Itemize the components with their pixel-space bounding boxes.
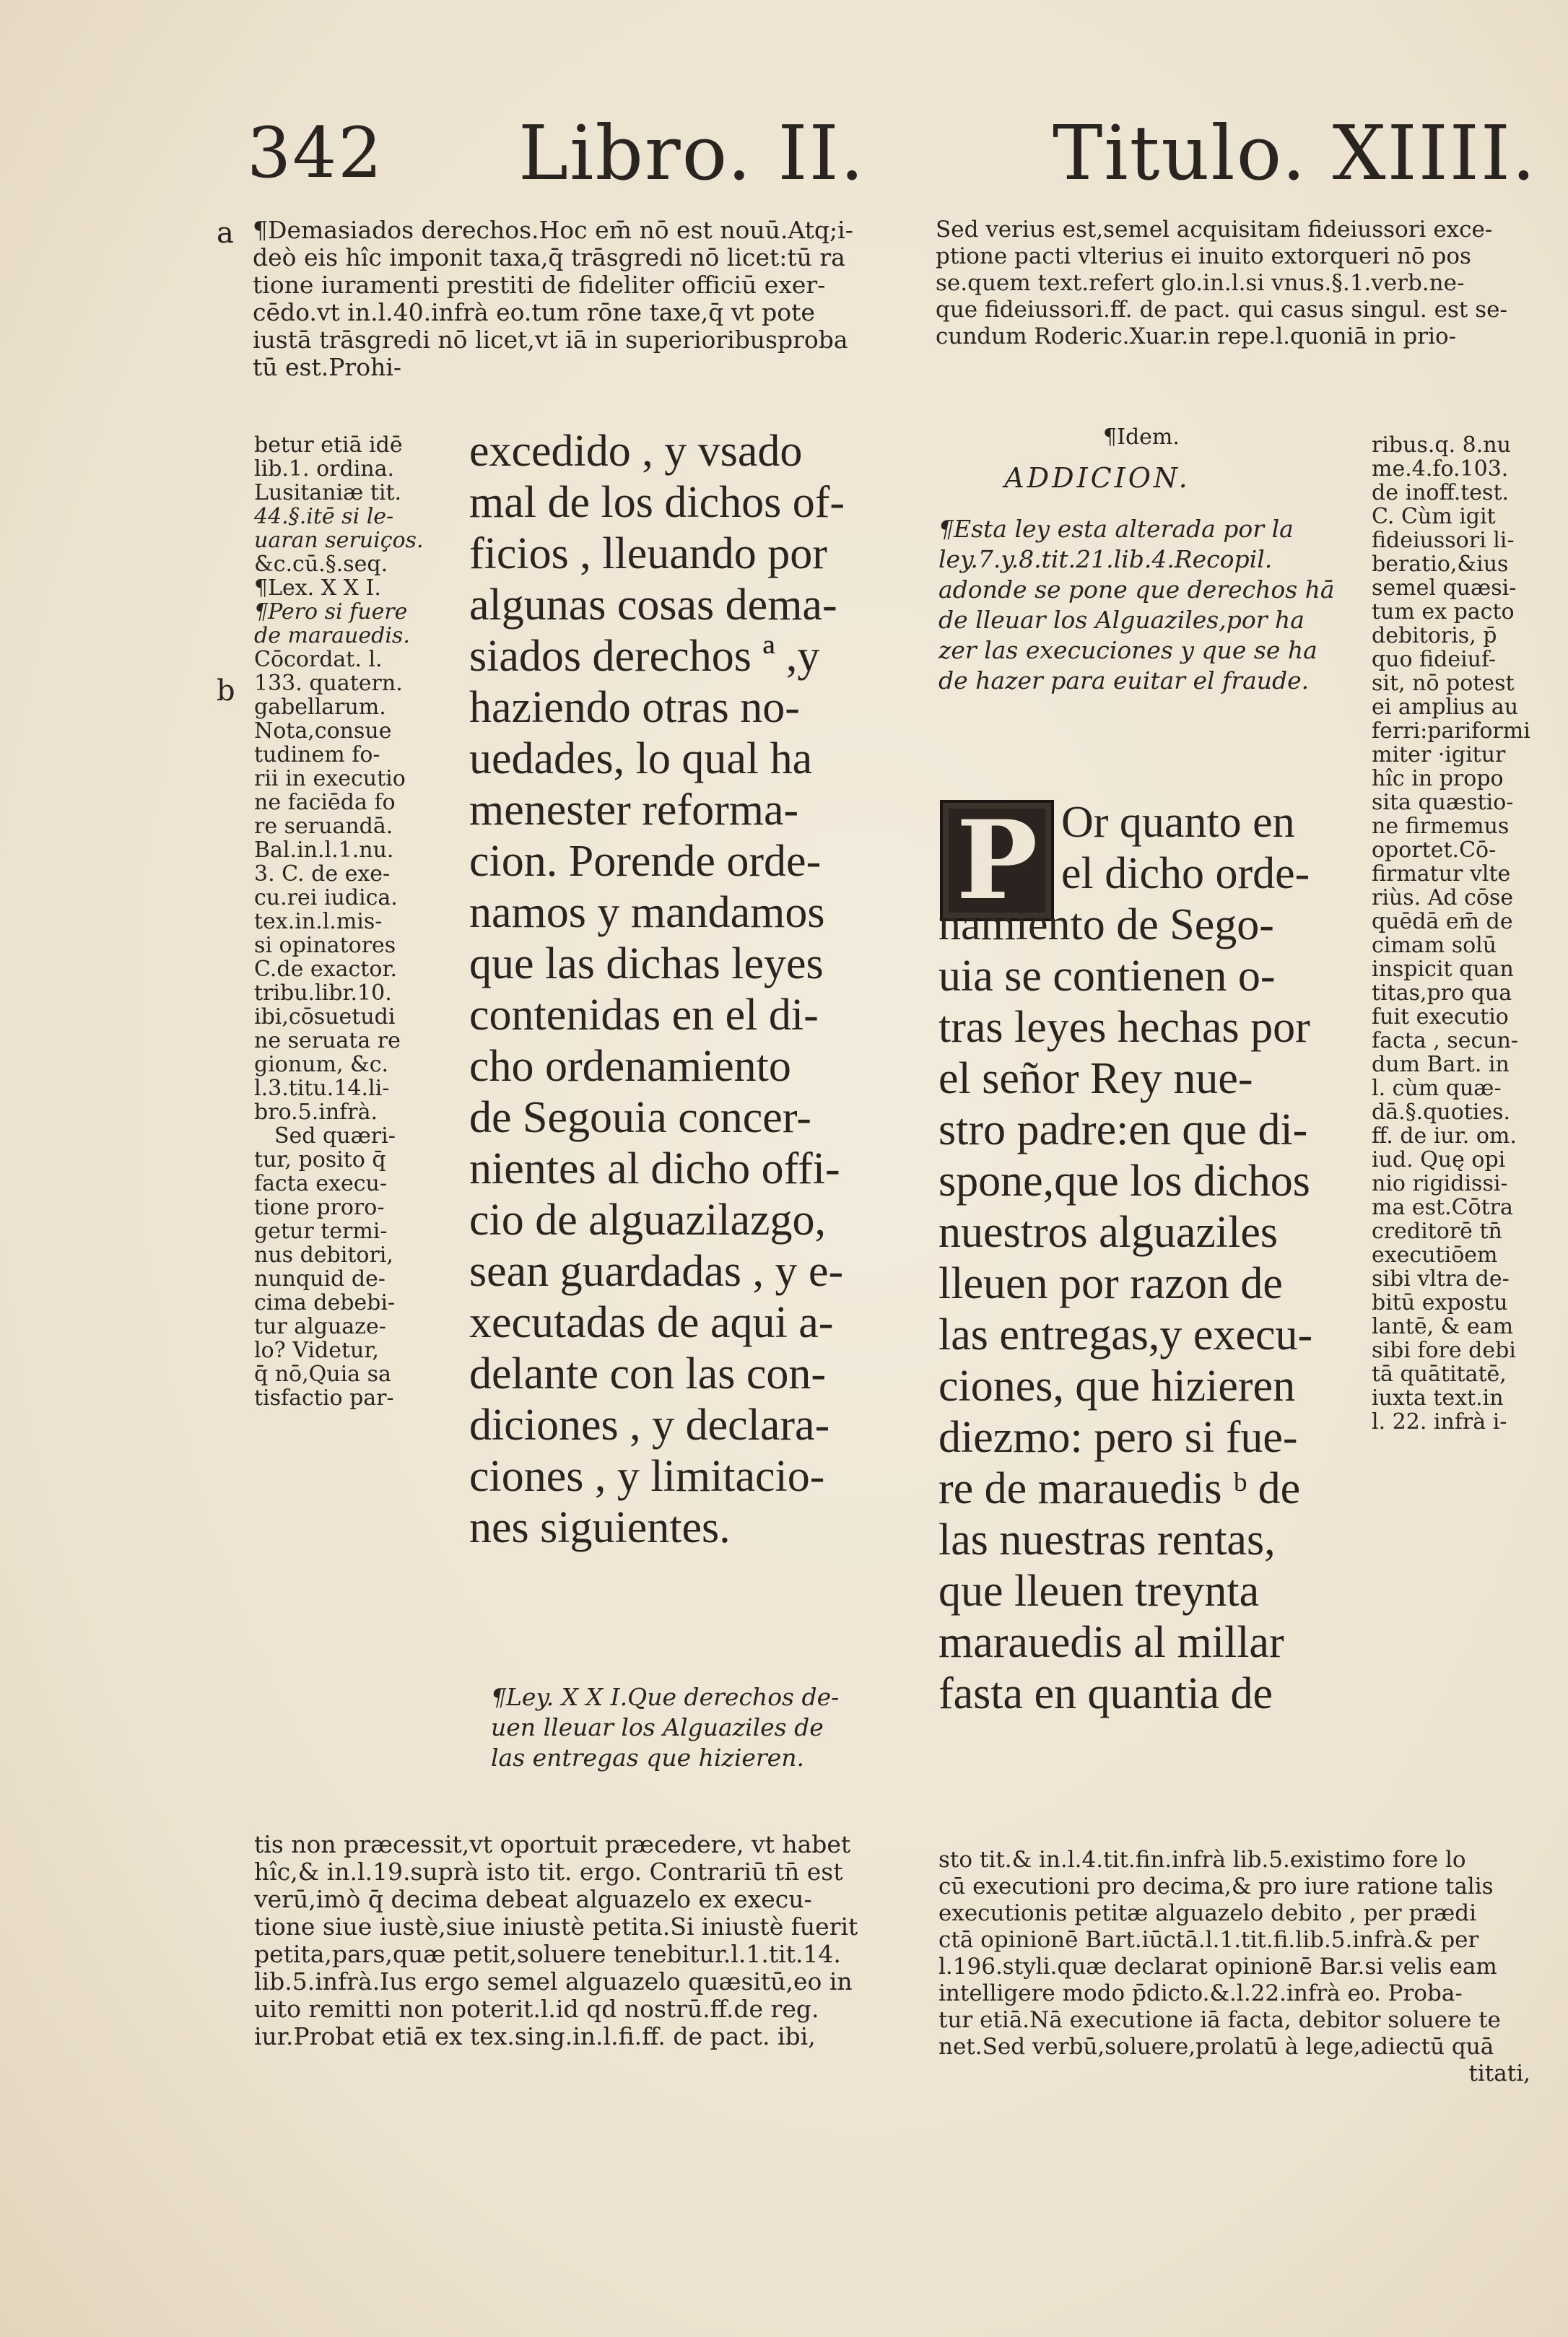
section-title: Titulo. XIIII. xyxy=(1053,109,1537,197)
law-heading-line: las entregas que hizieren. xyxy=(491,1744,804,1772)
bottom-right-line: ctā opinionē Bart.iūctā.l.1.tit.fi.lib.5.infrà.& per xyxy=(938,1927,1479,1953)
main-right-line: las entregas,y execu- xyxy=(938,1310,1313,1359)
addicion-line: ley.7.y.8.tit.21.lib.4.Recopil. xyxy=(938,545,1273,573)
right-top-line: se.quem text.refert glo.in.l.si vnus.§.1.verb.ne- xyxy=(936,270,1465,296)
main-left-line: mal de los dichos of- xyxy=(469,478,845,527)
right-margin-line: ferri:pariformi xyxy=(1372,719,1530,743)
right-margin-line: oportet.Cō- xyxy=(1372,838,1497,862)
book-title: Libro. II. xyxy=(518,109,866,197)
main-text-right xyxy=(938,797,1364,1720)
note-a-line: cēdo.vt in.l.40.infrà eo.tum rōne taxe,q̄ vt pote xyxy=(253,299,815,326)
law-heading xyxy=(491,1682,895,1773)
right-margin-line: debitoris, p̄ xyxy=(1372,624,1497,648)
law-heading-line: ¶Ley. X X I.Que derechos de- xyxy=(491,1683,840,1711)
bottom-right-line: tur etiā.Nā executione iā facta, debitor soluere te xyxy=(938,2007,1501,2033)
notes-bottom-right xyxy=(938,1847,1530,2087)
left-margin-line: tudinem fo- xyxy=(254,743,380,767)
main-left-line: excedido , y vsado xyxy=(469,427,803,476)
main-left-line: que las dichas leyes xyxy=(469,939,824,988)
main-right-line: que lleuen treynta xyxy=(938,1567,1260,1616)
left-margin-line: cu.rei iudica. xyxy=(254,886,398,910)
main-right-line: nuestros alguaziles xyxy=(938,1208,1279,1257)
note-a-line: tione iuramenti prestiti de fideliter officiū exer- xyxy=(253,271,826,299)
right-margin-line: l. cùm quæ- xyxy=(1372,1076,1502,1100)
left-margin-line: Cōcordat. l. xyxy=(254,648,383,671)
right-margin-line: l. 22. infrà i- xyxy=(1372,1410,1507,1434)
left-margin-line: nus debitori, xyxy=(254,1243,393,1267)
right-margin-line: dā.§.quoties. xyxy=(1372,1100,1511,1124)
bottom-right-line: titati, xyxy=(1468,2060,1530,2086)
main-left-line: uedades, lo qual ha xyxy=(469,734,813,783)
left-margin-line: ¶Lex. X X I. xyxy=(254,576,381,600)
right-margin-line: firmatur vlte xyxy=(1372,862,1511,886)
right-margin-line: beratio,&ius xyxy=(1372,552,1509,576)
left-margin-line: tisfactio par- xyxy=(254,1386,394,1410)
right-margin-line: iuxta text.in xyxy=(1372,1386,1504,1410)
right-margin-line: inspicit quan xyxy=(1372,957,1514,981)
left-margin-line: rii in executio xyxy=(254,767,406,791)
main-left-line: diciones , y declara- xyxy=(469,1401,830,1450)
bottom-left-line: tis non præcessit,vt oportuit præcedere, vt habet xyxy=(254,1831,851,1858)
main-left-line: sean guardadas , y e- xyxy=(469,1247,844,1296)
left-margin-line: lo? Videtur, xyxy=(254,1339,379,1362)
bottom-right-line: cū executioni pro decima,& pro iure ratione talis xyxy=(938,1873,1494,1899)
left-margin-line: betur etiā idē xyxy=(254,433,403,457)
main-left-line: namos y mandamos xyxy=(469,888,825,937)
main-right-line: ciones, que hizieren xyxy=(938,1362,1296,1411)
notes-bottom-left xyxy=(254,1831,889,2050)
right-top-line: ptione pacti vlterius ei inuito extorqueri nō pos xyxy=(936,243,1471,269)
main-left-line: delante con las con- xyxy=(469,1349,827,1398)
addicion-line: ¶Esta ley esta alterada por la xyxy=(938,515,1294,543)
main-left-line: cion. Porende orde- xyxy=(469,837,822,886)
right-margin-notes xyxy=(1372,433,1538,1434)
main-left-line: ficios , lleuando por xyxy=(469,529,827,578)
right-margin-line: ne firmemus xyxy=(1372,814,1510,838)
main-left-line: algunas cosas dema- xyxy=(469,580,837,630)
main-left-line: haziendo otras no- xyxy=(469,683,800,732)
addicion-line: zer las execuciones y que se ha xyxy=(938,636,1317,664)
right-margin-line: tum ex pacto xyxy=(1372,600,1515,624)
left-margin-notes xyxy=(254,433,471,1410)
right-margin-line: fideiussori li- xyxy=(1372,528,1515,552)
right-margin-line: lantē, & eam xyxy=(1372,1315,1514,1339)
main-right-line: spone,que los dichos xyxy=(938,1157,1310,1206)
right-margin-line: riùs. Ad cōse xyxy=(1372,886,1514,910)
left-margin-line: tur alguaze- xyxy=(254,1315,386,1339)
right-margin-line: titas,pro qua xyxy=(1372,981,1512,1005)
main-right-line: lleuen por razon de xyxy=(938,1259,1283,1308)
main-right-line: Or quanto en xyxy=(1061,798,1295,847)
addicion-line: de lleuar los Alguaziles,por ha xyxy=(938,606,1305,634)
main-right-line: el señor Rey nue- xyxy=(938,1054,1253,1103)
main-right-line: tras leyes hechas por xyxy=(938,1003,1310,1052)
bottom-left-line: petita,pars,quæ petit,soluere tenebitur.l.1.tit.14. xyxy=(254,1941,841,1968)
right-margin-line: ff. de iur. om. xyxy=(1372,1124,1517,1148)
left-margin-line: si opinatores xyxy=(254,934,396,957)
addicion-heading: ADDICION. xyxy=(1004,462,1190,494)
main-left-line: menester reforma- xyxy=(469,785,799,835)
right-margin-line: executiōem xyxy=(1372,1243,1498,1267)
left-margin-line: cima debebi- xyxy=(254,1291,396,1315)
right-top-line: que fideiussori.ff. de pact. qui casus singul. est se- xyxy=(936,297,1507,323)
addicion-line: adonde se pone que derechos hā xyxy=(938,575,1335,604)
left-margin-line: 3. C. de exe- xyxy=(254,862,391,886)
left-margin-line: Nota,consue xyxy=(254,719,392,743)
left-margin-line: re seruandā. xyxy=(254,814,393,838)
notes-a xyxy=(253,217,888,381)
main-left-line: nes siguientes. xyxy=(469,1503,731,1552)
right-margin-line: quo fideiuf- xyxy=(1372,648,1497,671)
right-margin-line: C. Cùm igit xyxy=(1372,505,1496,528)
main-left-line: nientes al dicho offi- xyxy=(469,1144,840,1193)
left-margin-line: lib.1. ordina. xyxy=(254,457,395,481)
bottom-left-line: hîc,& in.l.19.suprà isto tit. ergo. Contrariū tn̄ est xyxy=(254,1858,843,1886)
note-marker-b: b xyxy=(217,674,235,708)
right-top-line: cundum Roderic.Xuar.in repe.l.quoniā in prio- xyxy=(936,323,1457,349)
bottom-left-line: tione siue iustè,siue iniustè petita.Si iniustè fuerit xyxy=(254,1913,858,1941)
right-margin-line: sita quæstio- xyxy=(1372,791,1514,814)
bottom-right-line: net.Sed verbū,soluere,prolatū à lege,adiectū quā xyxy=(938,2034,1494,2060)
note-a-line: ¶Demasiados derechos.Hoc em̄ nō est nouū.Atq;i- xyxy=(253,217,853,244)
left-margin-line: ne seruata re xyxy=(254,1029,401,1053)
right-margin-line: semel quæsi- xyxy=(1372,576,1517,600)
main-left-line: de Segouia concer- xyxy=(469,1093,811,1142)
left-margin-line: C.de exactor. xyxy=(254,957,397,981)
right-margin-line: facta , secun- xyxy=(1372,1029,1519,1053)
left-margin-line: ibi,cōsuetudi xyxy=(254,1005,396,1029)
right-margin-line: nio rigidissi- xyxy=(1372,1172,1508,1196)
left-margin-line: tione proro- xyxy=(254,1196,385,1219)
addicion-line: de hazer para euitar el fraude. xyxy=(938,666,1310,695)
bottom-left-line: lib.5.infrà.Ius ergo semel alguazelo quæsitū,eo in xyxy=(254,1968,853,1996)
main-right-line: fasta en quantia de xyxy=(938,1669,1273,1718)
left-margin-line: uaran seruiços. xyxy=(254,528,424,552)
left-margin-line: Sed quæri- xyxy=(274,1124,396,1148)
right-margin-line: bitū expostu xyxy=(1372,1291,1508,1315)
left-margin-line: facta execu- xyxy=(254,1172,387,1196)
left-margin-line: l.3.titu.14.li- xyxy=(254,1076,390,1100)
idem-label: ¶Idem. xyxy=(1103,425,1180,450)
note-a-line: iustā trāsgredi nō licet,vt iā in superioribusproba xyxy=(253,326,848,354)
left-margin-line: Lusitaniæ tit. xyxy=(254,481,402,505)
main-left-line: cho ordenamiento xyxy=(469,1042,791,1091)
main-left-line: cio de alguazilazgo, xyxy=(469,1196,827,1245)
left-margin-line: tur, posito q̄ xyxy=(254,1148,386,1172)
main-left-line: siados derechos ª ,y xyxy=(469,632,820,681)
note-a-line: deò eis hîc imponit taxa,q̄ trāsgredi nō licet:tū ra xyxy=(253,244,845,271)
left-margin-line: nunquid de- xyxy=(254,1267,386,1291)
drop-cap-p: P xyxy=(940,800,1054,921)
bottom-right-line: executionis petitæ alguazelo debito , per prædi xyxy=(938,1900,1477,1926)
right-margin-line: creditorē tn̄ xyxy=(1372,1219,1502,1243)
right-margin-line: tā quātitatē, xyxy=(1372,1362,1507,1386)
right-margin-line: de inoff.test. xyxy=(1372,481,1510,505)
right-margin-line: ei amplius au xyxy=(1372,695,1519,719)
left-margin-line: gionum, &c. xyxy=(254,1053,389,1076)
page-number: 342 xyxy=(247,113,384,193)
main-right-line: uia se contienen o- xyxy=(938,952,1276,1001)
note-marker-a: a xyxy=(217,217,234,250)
left-margin-line: ne faciēda fo xyxy=(254,791,396,814)
bottom-left-line: uito remitti non poterit.l.id qd nostrū.ff.de reg. xyxy=(254,1996,819,2023)
left-margin-line: ¶Pero si fuere xyxy=(254,600,408,624)
right-margin-line: sit, nō potest xyxy=(1372,671,1515,695)
main-text-left xyxy=(469,426,895,1554)
right-margin-line: ma est.Cōtra xyxy=(1372,1196,1513,1219)
main-right-line: namiento de Sego- xyxy=(938,900,1274,949)
main-right-line: el dicho orde- xyxy=(1061,849,1310,898)
notes-right-top xyxy=(936,217,1513,350)
right-margin-line: iud. Quę opi xyxy=(1372,1148,1506,1172)
main-left-line: ciones , y limitacio- xyxy=(469,1452,825,1501)
left-margin-line: bro.5.infrà. xyxy=(254,1100,378,1124)
bottom-right-line: intelligere modo p̄dicto.&.l.22.infrà eo. Proba- xyxy=(938,1980,1463,2006)
addicion-body xyxy=(938,514,1364,696)
left-margin-line: &c.cū.§.seq. xyxy=(254,552,388,576)
left-margin-line: Bal.in.l.1.nu. xyxy=(254,838,394,862)
main-left-line: xecutadas de aqui a- xyxy=(469,1298,834,1347)
right-margin-line: miter ·igitur xyxy=(1372,743,1506,767)
bottom-right-line: sto tit.& in.l.4.tit.fin.infrà lib.5.existimo fore lo xyxy=(938,1847,1466,1873)
right-margin-line: sibi fore debi xyxy=(1372,1339,1516,1362)
right-top-line: Sed verius est,semel acquisitam fideiussori exce- xyxy=(936,217,1493,243)
left-margin-line: getur termi- xyxy=(254,1219,388,1243)
right-margin-line: hîc in propo xyxy=(1372,767,1504,791)
right-margin-line: cimam solū xyxy=(1372,934,1497,957)
right-margin-line: ribus.q. 8.nu xyxy=(1372,433,1511,457)
right-margin-line: dum Bart. in xyxy=(1372,1053,1510,1076)
note-a-line: tū est.Prohi- xyxy=(253,354,402,381)
left-margin-line: tribu.libr.10. xyxy=(254,981,392,1005)
left-margin-line: gabellarum. xyxy=(254,695,386,719)
left-margin-line: tex.in.l.mis- xyxy=(254,910,383,934)
right-margin-line: fuit executio xyxy=(1372,1005,1509,1029)
right-margin-line: me.4.fo.103. xyxy=(1372,457,1509,481)
bottom-left-line: verū,imò q̄ decima debeat alguazelo ex execu- xyxy=(254,1886,812,1913)
main-right-line: marauedis al millar xyxy=(938,1618,1284,1667)
main-right-line: stro padre:en que di- xyxy=(938,1105,1308,1154)
left-margin-line: 44.§.itē si le- xyxy=(254,505,394,528)
main-right-line: diezmo: pero si fue- xyxy=(938,1413,1298,1462)
bottom-left-line: iur.Probat etiā ex tex.sing.in.l.fi.ff. de pact. ibi, xyxy=(254,2023,816,2050)
right-margin-line: quēdā em̄ de xyxy=(1372,910,1513,934)
right-margin-line: sibi vltra de- xyxy=(1372,1267,1510,1291)
left-margin-line: de marauedis. xyxy=(254,624,410,648)
main-left-line: contenidas en el di- xyxy=(469,991,819,1040)
law-heading-line: uen lleuar los Alguaziles de xyxy=(491,1713,824,1741)
left-margin-line: 133. quatern. xyxy=(254,671,403,695)
left-margin-line: q̄ nō,Quia sa xyxy=(254,1362,391,1386)
main-right-line: las nuestras rentas, xyxy=(938,1515,1276,1564)
bottom-right-line: l.196.styli.quæ declarat opinionē Bar.si velis eam xyxy=(938,1954,1497,1980)
main-right-line: re de marauedis ᵇ de xyxy=(938,1464,1301,1513)
